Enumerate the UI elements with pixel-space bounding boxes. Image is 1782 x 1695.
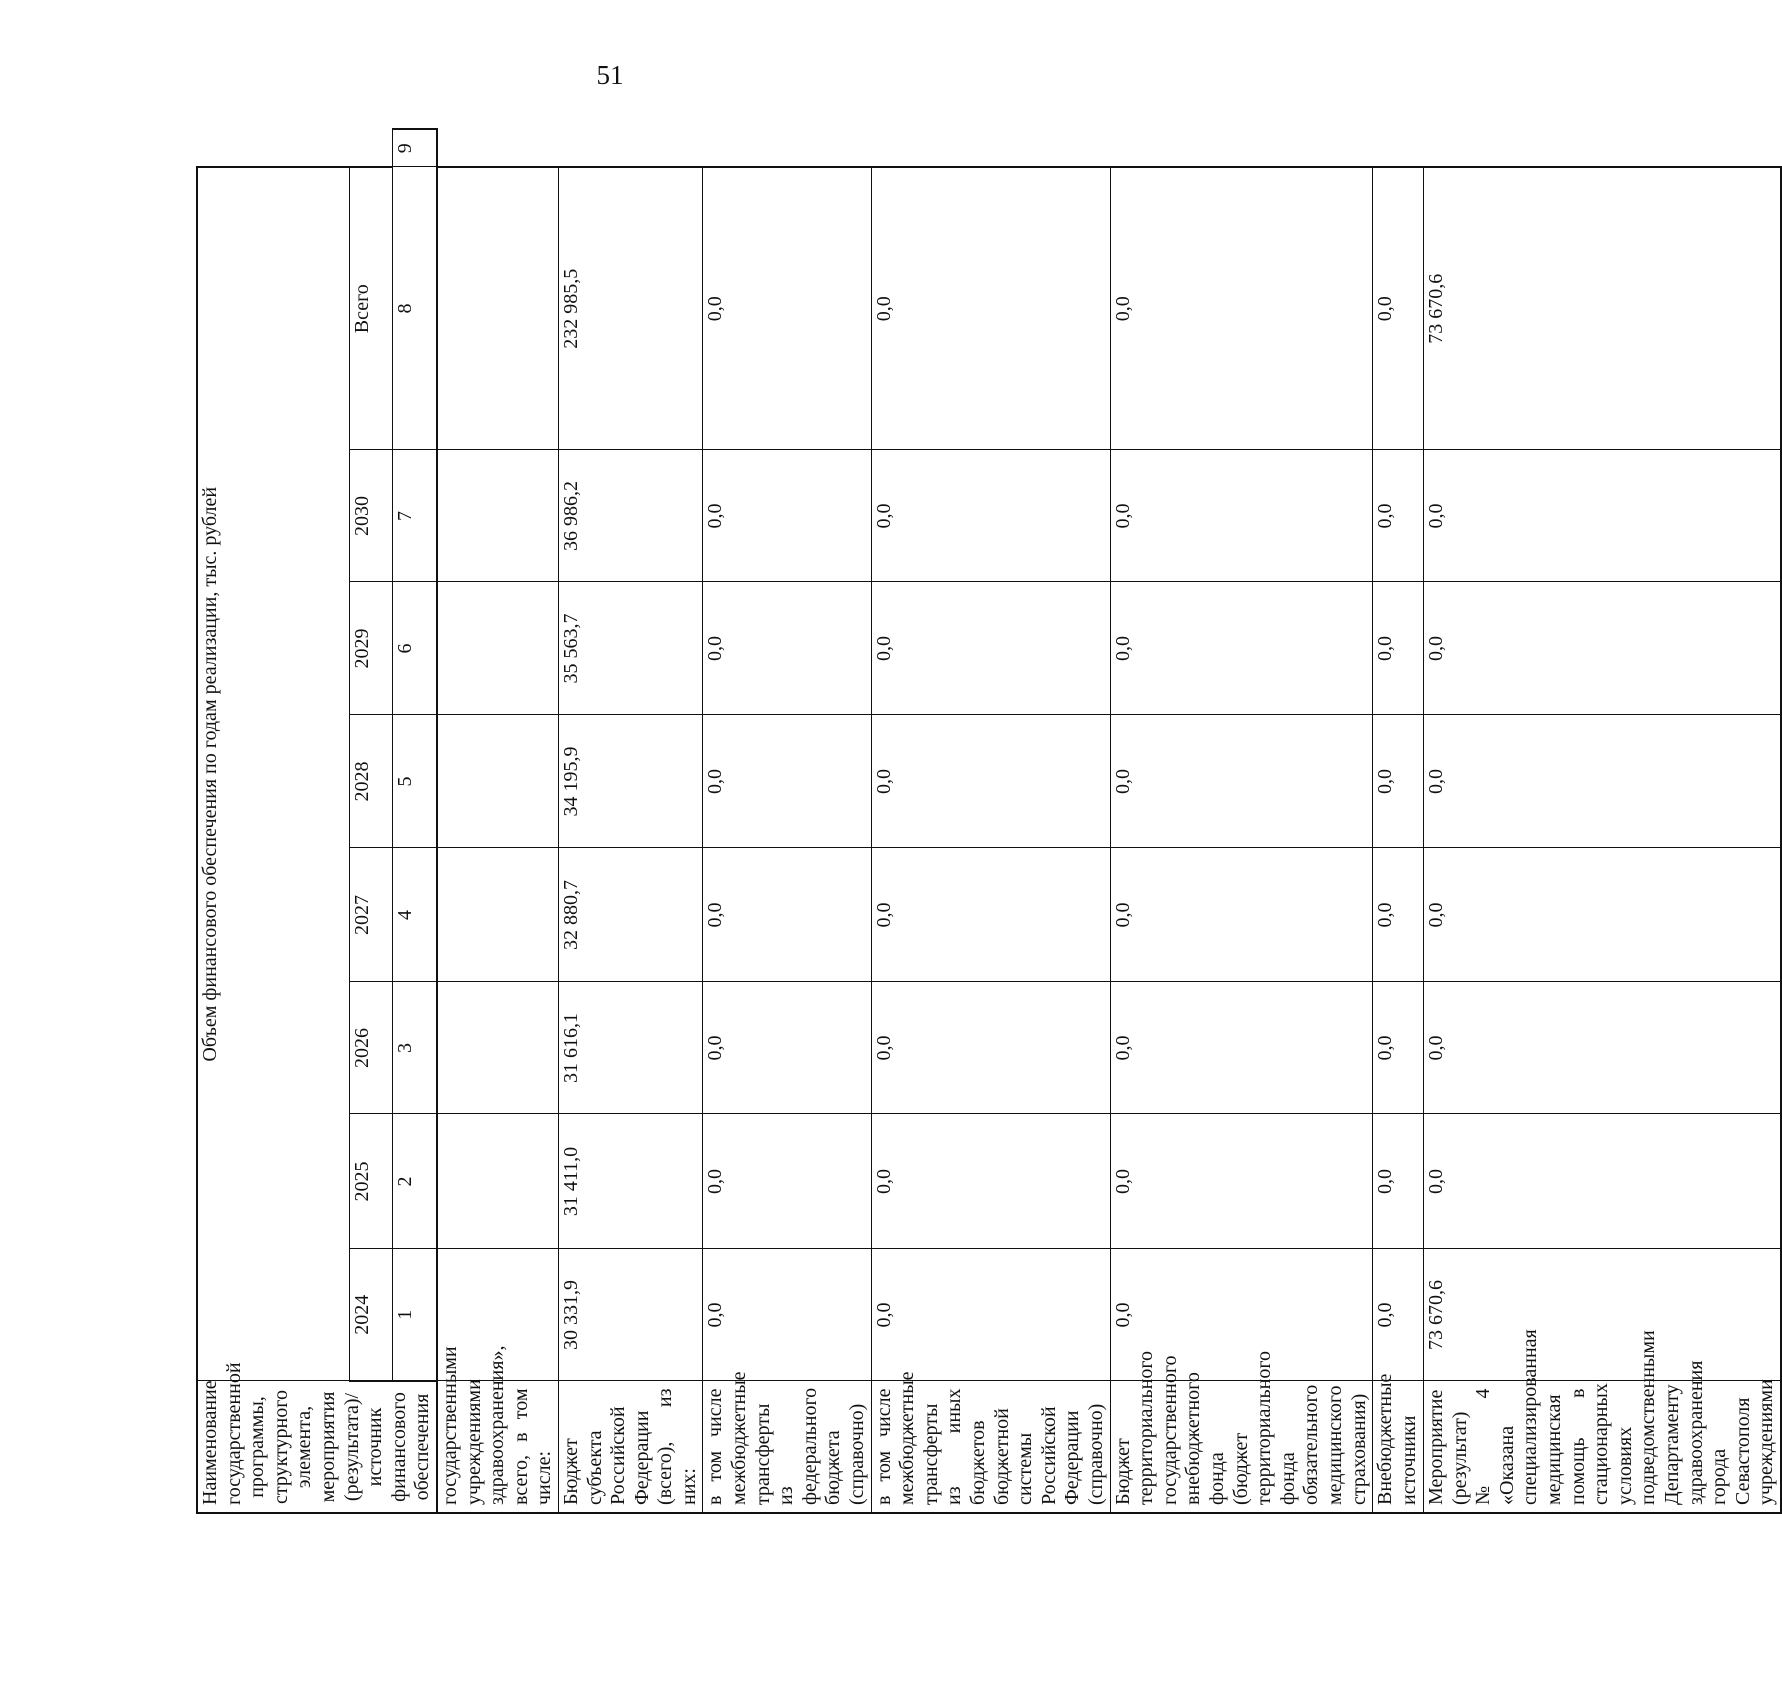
value-cell: 0,0 xyxy=(703,450,871,582)
year-header: 2026 xyxy=(350,982,393,1114)
column-number: 5 xyxy=(393,715,437,848)
column-number: 6 xyxy=(393,582,437,715)
row-label: в том числе межбюджетные трансферты из иных бюджетов бюджетной системы Российской Федерации (справочно) xyxy=(871,1381,1110,1513)
table-row xyxy=(703,129,871,1513)
value-cell: 0,0 xyxy=(871,848,1110,982)
value-cell xyxy=(437,982,558,1114)
table-row xyxy=(1424,129,1781,1513)
column-number: 9 xyxy=(393,129,437,167)
value-cell xyxy=(437,715,558,848)
column-group-header: Объем финансового обеспечения по годам реализации, тыс. рублей xyxy=(197,167,350,1381)
value-cell: 0,0 xyxy=(1424,982,1781,1114)
value-cell: 73 670,6 xyxy=(1424,1249,1781,1381)
value-cell: 0,0 xyxy=(1110,1249,1373,1381)
value-cell: 0,0 xyxy=(1424,848,1781,982)
row-label: государственными учреждениями здравоохранения», всего, в том числе: xyxy=(437,1381,558,1513)
value-cell: 0,0 xyxy=(871,1249,1110,1381)
row-label: Бюджет территориального государственного внебюджетного фонда (бюджет территориального фонда обязательного медицинского страхования) xyxy=(1110,1381,1373,1513)
value-cell xyxy=(437,1114,558,1249)
year-header: Всего xyxy=(350,167,393,450)
value-cell: 73 670,6 xyxy=(1424,167,1781,450)
value-cell: 0,0 xyxy=(703,1249,871,1381)
row-label: в том числе межбюджетные трансферты из федерального бюджета (справочно) xyxy=(703,1381,871,1513)
column-number: 8 xyxy=(393,167,437,450)
value-cell: 0,0 xyxy=(703,715,871,848)
value-cell: 0,0 xyxy=(703,982,871,1114)
value-cell: 0,0 xyxy=(1373,450,1424,582)
value-cell xyxy=(437,582,558,715)
value-cell: 31 411,0 xyxy=(558,1114,703,1249)
value-cell: 0,0 xyxy=(1110,582,1373,715)
value-cell: 0,0 xyxy=(1110,715,1373,848)
value-cell: 30 331,9 xyxy=(558,1249,703,1381)
value-cell: 0,0 xyxy=(1373,982,1424,1114)
value-cell xyxy=(437,450,558,582)
value-cell: 0,0 xyxy=(1424,582,1781,715)
value-cell: 0,0 xyxy=(871,1114,1110,1249)
value-cell: 0,0 xyxy=(1373,1249,1424,1381)
table-row xyxy=(871,129,1110,1513)
column-number: 4 xyxy=(393,848,437,982)
value-cell: 0,0 xyxy=(703,167,871,450)
value-cell: 0,0 xyxy=(1424,450,1781,582)
page-number: 51 xyxy=(596,60,624,90)
value-cell: 0,0 xyxy=(1110,1114,1373,1249)
value-cell: 0,0 xyxy=(1110,982,1373,1114)
value-cell: 32 880,7 xyxy=(558,848,703,982)
value-cell: 36 986,2 xyxy=(558,450,703,582)
rotated-table-container xyxy=(196,128,1778,1514)
value-cell: 0,0 xyxy=(1110,450,1373,582)
value-cell: 0,0 xyxy=(871,982,1110,1114)
value-cell: 0,0 xyxy=(1110,167,1373,450)
value-cell: 0,0 xyxy=(1110,848,1373,982)
value-cell: 0,0 xyxy=(703,582,871,715)
table-row xyxy=(1373,129,1424,1513)
value-cell: 232 985,5 xyxy=(558,167,703,450)
value-cell: 0,0 xyxy=(1373,167,1424,450)
value-cell: 0,0 xyxy=(703,848,871,982)
value-cell: 0,0 xyxy=(1373,1114,1424,1249)
year-header: 2028 xyxy=(350,715,393,848)
year-header: 2030 xyxy=(350,450,393,582)
column-number: 1 xyxy=(393,1249,437,1381)
value-cell: 0,0 xyxy=(1373,715,1424,848)
value-cell: 0,0 xyxy=(871,167,1110,450)
financing-table xyxy=(196,128,1782,1514)
value-cell: 0,0 xyxy=(1424,1114,1781,1249)
year-header: 2024 xyxy=(350,1249,393,1381)
column-number: 7 xyxy=(393,450,437,582)
year-header: 2027 xyxy=(350,848,393,982)
year-header: 2029 xyxy=(350,582,393,715)
column-header-name: Наименование государственной программы, структурного элемента, мероприятия (результата)/источник финансового обеспечения xyxy=(197,1381,437,1513)
value-cell xyxy=(437,167,558,450)
column-number: 3 xyxy=(393,982,437,1114)
value-cell: 34 195,9 xyxy=(558,715,703,848)
value-cell: 0,0 xyxy=(1373,848,1424,982)
row-label: Мероприятие (результат) № 4 «Оказана специализированная медицинская помощь в стационарных условиях подведомственными Департаменту здравоохранения города Севастополя учреждениями xyxy=(1424,1381,1781,1513)
table-row xyxy=(558,129,703,1513)
column-number: 2 xyxy=(393,1114,437,1249)
row-label: Бюджет субъекта Российской Федерации (всего), из них: xyxy=(558,1381,703,1513)
value-cell: 0,0 xyxy=(871,582,1110,715)
value-cell: 31 616,1 xyxy=(558,982,703,1114)
table-row xyxy=(1110,129,1373,1513)
row-label: Внебюджетные источники xyxy=(1373,1381,1424,1513)
value-cell: 35 563,7 xyxy=(558,582,703,715)
value-cell: 0,0 xyxy=(871,450,1110,582)
value-cell: 0,0 xyxy=(871,715,1110,848)
value-cell xyxy=(437,848,558,982)
value-cell: 0,0 xyxy=(1373,582,1424,715)
value-cell: 0,0 xyxy=(703,1114,871,1249)
year-header: 2025 xyxy=(350,1114,393,1249)
value-cell: 0,0 xyxy=(1424,715,1781,848)
table-row xyxy=(437,129,558,1513)
